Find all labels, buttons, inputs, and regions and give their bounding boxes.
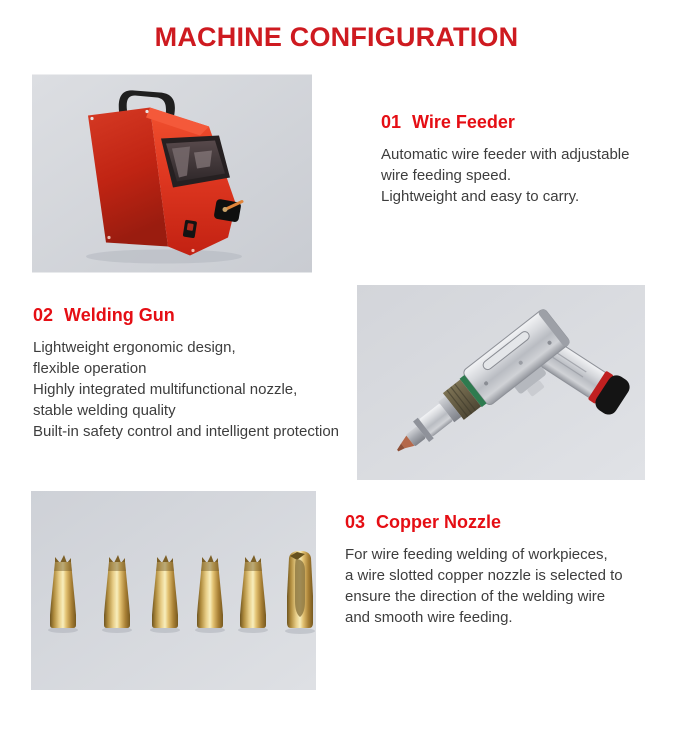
section-01-heading (381, 112, 656, 133)
description-line: a wire slotted copper nozzle is selected to (345, 567, 623, 584)
copper-nozzle-illustration (31, 491, 316, 690)
description-line: For wire feeding welding of workpieces, (345, 546, 608, 563)
description-line: Highly integrated multifunctional nozzle, (33, 381, 298, 398)
description-line: and smooth wire feeding. (345, 609, 513, 626)
section-01-name: Wire Feeder (412, 112, 515, 132)
page-title: MACHINE CONFIGURATION (154, 22, 519, 52)
description-line: Lightweight and easy to carry. (381, 188, 580, 205)
section-03-name: Copper Nozzle (376, 512, 502, 532)
wire-feeder-illustration (32, 74, 312, 273)
section-03-heading (345, 512, 660, 533)
description-line: wire feeding speed. (381, 167, 512, 184)
description-line: Lightweight ergonomic design, (33, 339, 236, 356)
description-line: Automatic wire feeder with adjustable (381, 146, 630, 163)
section-wire-feeder-text (381, 112, 656, 207)
description-line: stable welding quality (33, 402, 176, 419)
description-line: flexible operation (33, 360, 147, 377)
welding-gun-photo (357, 285, 645, 480)
section-01-number: 01 (381, 112, 402, 132)
wire-feeder-photo (32, 74, 312, 273)
description-line: Built-in safety control and intelligent protection (33, 423, 340, 440)
section-01-description (381, 144, 656, 207)
section-02-number: 02 (33, 305, 54, 325)
section-03-number: 03 (345, 512, 366, 532)
section-02-name: Welding Gun (64, 305, 175, 325)
section-welding-gun-text (33, 305, 368, 442)
copper-nozzle-photo (31, 491, 316, 690)
welding-gun-illustration (357, 285, 645, 480)
copper-nozzle-grooved (285, 551, 315, 634)
section-02-description (33, 337, 368, 442)
section-02-heading (33, 305, 368, 326)
description-line: ensure the direction of the welding wire (345, 588, 606, 605)
section-copper-nozzle-text (345, 512, 660, 628)
section-03-description (345, 544, 660, 628)
